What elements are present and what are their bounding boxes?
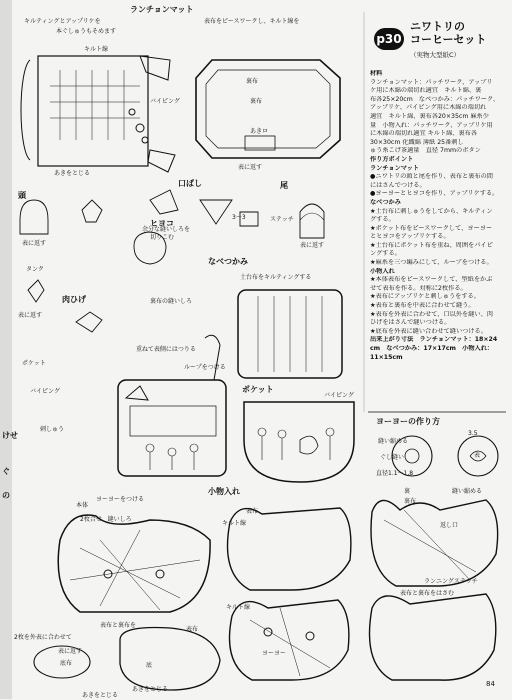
materials-line: 11×15cm xyxy=(370,353,403,361)
side-word-3: の xyxy=(2,491,10,500)
materials-line: ★本体表布をピースワークして、型紙をかぶ xyxy=(370,276,493,284)
note-outer-inner: 表布と裏布を xyxy=(100,622,137,629)
section-nabetsukami: なべつかみ xyxy=(208,257,248,266)
materials-line: 作り方ポイント xyxy=(370,155,414,163)
materials-line: グする。 xyxy=(370,216,395,224)
note-quilt-line: キルト線 xyxy=(84,46,108,53)
note-piping-3: バイピング xyxy=(324,392,354,399)
note-outer-cloth-2: 表布 xyxy=(186,626,199,633)
materials-line: ●ニワトリの頭と尾を作り、表布と裏布の間 xyxy=(370,173,493,181)
materials-line: ★土台布にポケット布を重ね、周囲をパイピ xyxy=(370,241,493,249)
materials-line: 30×30cm 化織綿 薄紙 25番刺し xyxy=(370,138,464,146)
section-komono-ire: 小物入れ xyxy=(208,487,240,496)
section-o: 尾 xyxy=(280,181,288,190)
note-turn-out-3: 表に返す xyxy=(238,164,263,171)
materials-line: 小物入れ xyxy=(370,267,395,275)
materials-line: ランチョンマット：パッチワーク、アップリ xyxy=(370,78,493,86)
materials-line: ングする。 xyxy=(370,250,401,258)
materials-line: ★土台布に刺しゅうをしてから、キルティン xyxy=(370,207,493,215)
note-bottom-cloth: 底布 xyxy=(60,660,73,667)
materials-line: ひげをはさんで縫いつける。 xyxy=(370,319,451,327)
note-stitch: ステッチ xyxy=(270,216,294,223)
note-loop: ループをつける xyxy=(184,364,226,371)
page-number: 84 xyxy=(486,680,495,688)
binding-shadow xyxy=(0,0,12,699)
section-pocket: ポケット xyxy=(242,385,274,394)
note-dimension: 3.5 xyxy=(468,430,478,437)
small-parts xyxy=(20,190,324,332)
note-front: 表 xyxy=(474,452,481,459)
materials-line: ランチョンマット xyxy=(370,164,420,172)
note-gather: 縫い縮める xyxy=(378,438,409,445)
section-nikuhige: 肉ひげ xyxy=(62,295,86,304)
note-quilt-line-3: キルト線 xyxy=(226,604,250,611)
materials-line: 量 小物入れ：パッチワーク、アップリケ用 xyxy=(370,121,493,129)
section-kuchibashi: 口ばし xyxy=(178,179,202,188)
note-embroidery-2: 刺しゅう xyxy=(40,426,65,433)
materials-column xyxy=(370,70,506,362)
materials-line: アップリケ、パイピング用に木綿の端切れ xyxy=(370,104,487,112)
pot-holder-base-diagram xyxy=(238,290,342,378)
mat-back-diagram xyxy=(196,60,340,158)
note-outer-cloth: 表布 xyxy=(246,508,259,515)
materials-line: 材料 xyxy=(370,70,383,77)
note-seam-allowance: 裏布の縫いしろ xyxy=(150,298,193,305)
note-back-cloth: 裏布 xyxy=(246,78,259,85)
note-running-stitch: ランニングステッチ xyxy=(424,578,478,585)
page-badge: p30 xyxy=(374,28,404,50)
section-yoyo: ヨーヨーの作り方 xyxy=(376,417,440,426)
note-two-layers: 2枚合せ、縫いしろ xyxy=(80,516,132,523)
note-pocket: ポケット xyxy=(22,360,46,367)
materials-line: ★表布と裏布を中表に合わせて縫う。 xyxy=(370,302,475,310)
note-piping-2: バイピング xyxy=(30,388,60,395)
note-overlap: 重ねて表側にはつりる xyxy=(136,346,196,353)
materials-line: ★麻糸を三つ編みにして、ループをつける。 xyxy=(370,259,493,267)
note-lining: 裏布 xyxy=(404,498,417,505)
note-embroidery: 本ぐしゅうもそめます xyxy=(56,28,117,35)
note-body: 本体 xyxy=(76,502,89,509)
note-wrong-side: 裏布 xyxy=(250,98,263,105)
pocket-diagram xyxy=(244,402,354,482)
note-outward: 2枚を外表に合わせて xyxy=(14,634,72,641)
materials-line: 出来上がり寸法 ランチョンマット：18×24 xyxy=(370,336,498,344)
section-lunch-mat: ランチョンマット xyxy=(130,5,194,14)
section-atama: 頭 xyxy=(18,191,26,200)
note-turn-out-2: 表に返す xyxy=(18,312,43,319)
note-opening: あきロ xyxy=(250,128,269,135)
materials-line: に木綿の端切れ適宜 キルト綿、裏布各 xyxy=(370,130,478,138)
note-tank: タンク xyxy=(26,266,44,273)
pot-holder-assembled-diagram xyxy=(118,335,226,476)
materials-line: とヒヨコをアップリケする。 xyxy=(370,233,450,241)
note-trim: 余分な縫いしろを xyxy=(142,226,191,233)
materials-line: ★ポケット布をピースワークして、ヨーヨー xyxy=(370,224,493,232)
materials-line: ケ用に木綿の端切れ適宜 キルト綿、裏 xyxy=(370,87,482,95)
pattern-subtitle: （実物大型紙C） xyxy=(410,51,461,59)
note-piecework: 表布をピースワークし、キルト線を xyxy=(204,18,300,25)
materials-line: 布各25×20cm なべつかみ：パッチワーク、 xyxy=(370,95,500,103)
note-clip: 切りこむ xyxy=(150,234,175,241)
note-yoyo: ヨーヨー xyxy=(262,650,287,657)
side-word-2: ぐ xyxy=(2,467,10,476)
materials-line: cm なべつかみ：17×17cm 小物入れ： xyxy=(370,345,494,352)
pattern-title xyxy=(410,20,486,46)
note-diameter: 直径1.1〜1.8 xyxy=(376,470,414,477)
materials-line: ★表布にアップリケと刺しゅうをする。 xyxy=(370,293,480,301)
materials-line: ゅう糸こげ茶適量 直径 7mmのボタン xyxy=(370,147,481,155)
note-piping: バイピング xyxy=(150,98,180,105)
section-hiyoko: ヒヨコ xyxy=(150,219,174,228)
pattern-title-line2: コーヒーセット xyxy=(410,33,487,46)
note-sandwich: 表布と裏布をはさむ xyxy=(400,590,455,597)
note-close-opening: あきをとじる xyxy=(54,170,91,177)
pattern-title-line1: ニワトリの xyxy=(410,20,465,33)
lunch-mat-diagram xyxy=(21,56,175,172)
materials-line: ●ヨーヨーとヒヨコを作り、アップリケする。 xyxy=(370,190,499,198)
materials-line: ★表布を外表に合わせて、口以外を縫い、肉 xyxy=(370,310,493,318)
note-close-opening-2: あきをとじる xyxy=(82,692,119,699)
note-turn-out-1: 表に返す xyxy=(22,240,47,247)
materials-line: にはさんでつける。 xyxy=(370,181,426,189)
side-word-1: けせ xyxy=(2,431,18,440)
note-attach-yoyo: ヨーヨーをつける xyxy=(96,496,145,503)
note-back: 裏 xyxy=(404,488,411,495)
note-base-quilting: 土台布をキルティングする xyxy=(240,274,312,281)
materials-line: せて表布を作る。対称に2枚作る。 xyxy=(370,284,467,292)
materials-line: なべつかみ xyxy=(370,198,401,206)
materials-line: ★底布を外表に縫い合わせて縫いつける。 xyxy=(370,327,487,335)
note-bottom: 底 xyxy=(146,662,153,669)
pattern-header xyxy=(372,12,506,64)
note-turn-out-4: 表に返す xyxy=(300,242,325,249)
materials-line: 適宜 キルト綿、裏布各20×35cm 麻糸少 xyxy=(370,112,489,120)
note-close-3: あきをとじる xyxy=(132,686,169,693)
note-quilting: キルティングとアップリケを xyxy=(24,18,101,25)
note-gather-2: 縫い縮める xyxy=(452,488,483,495)
note-return-opening: 返し口 xyxy=(440,522,459,529)
note-turn-out-5: 表に返す xyxy=(58,648,83,655)
note-quilt-line-2: キルト線 xyxy=(222,520,246,527)
note-size: 3〜3 xyxy=(232,214,246,221)
note-running: ぐし縫い xyxy=(380,454,405,461)
